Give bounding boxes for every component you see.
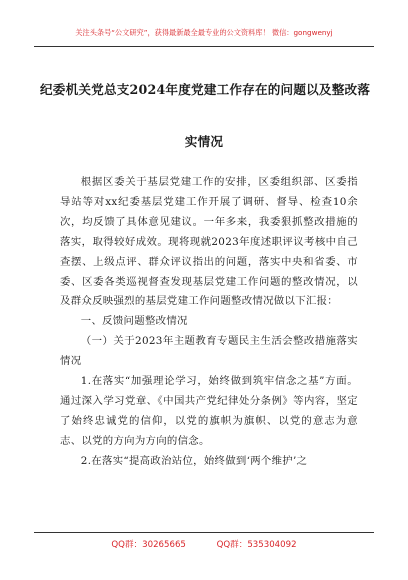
paragraph-intro: 根据区委关于基层党建工作的安排，区委组织部、区委指导站等对xx纪委基层党建工作开展了调研、督导、检查10余次，均反馈了具体意见建议。一年多来，我委狠抓整改措施的落实，取得较好成效。现将现就2023年度述职评议考核中自己查摆、上级点评、群众评议指出的问题，落实中央和省委、市委、区委各类巡视督查发现基层党建工作问题的整改情况，以及群众反映强烈的基层党建工作问题整改情况做以下汇报： bbox=[60, 176, 358, 308]
header-banner: 关注头条号“公文研究”，获得最新最全最专业的公文资料库！ 微信：gongwenyj bbox=[75, 28, 333, 37]
document-body bbox=[60, 173, 358, 472]
paragraph-item-1: 1.在落实“加强理论学习，始终做到筑牢信念之基”方面。通过深入学习党章、《中国共产党纪律处分条例》等内容，坚定了始终忠诚党的信仰，以党的旗帜为旗帜、以党的意志为意志、以党的方向为方向的信念。 bbox=[60, 375, 358, 447]
section-heading-1: 一、反馈问题整改情况 bbox=[80, 315, 188, 328]
footer bbox=[0, 536, 408, 554]
subsection-heading-1: （一）关于2023年主题教育专题民主生活会整改措施落实情况 bbox=[60, 335, 358, 368]
header-divider bbox=[34, 46, 374, 47]
paragraph-item-2: 2.在落实“提高政治站位，始终做到‘两个维护’之 bbox=[80, 454, 308, 467]
title-line-2: 实情况 bbox=[184, 134, 224, 149]
footer-qq-group-1: QQ群：30265665 bbox=[111, 540, 186, 550]
footer-qq-group-2: QQ群：535304092 bbox=[216, 540, 297, 550]
document-title bbox=[40, 64, 371, 168]
title-line-1: 纪委机关党总支2024年度党建工作存在的问题以及整改落 bbox=[40, 82, 371, 97]
footer-divider bbox=[34, 532, 374, 533]
